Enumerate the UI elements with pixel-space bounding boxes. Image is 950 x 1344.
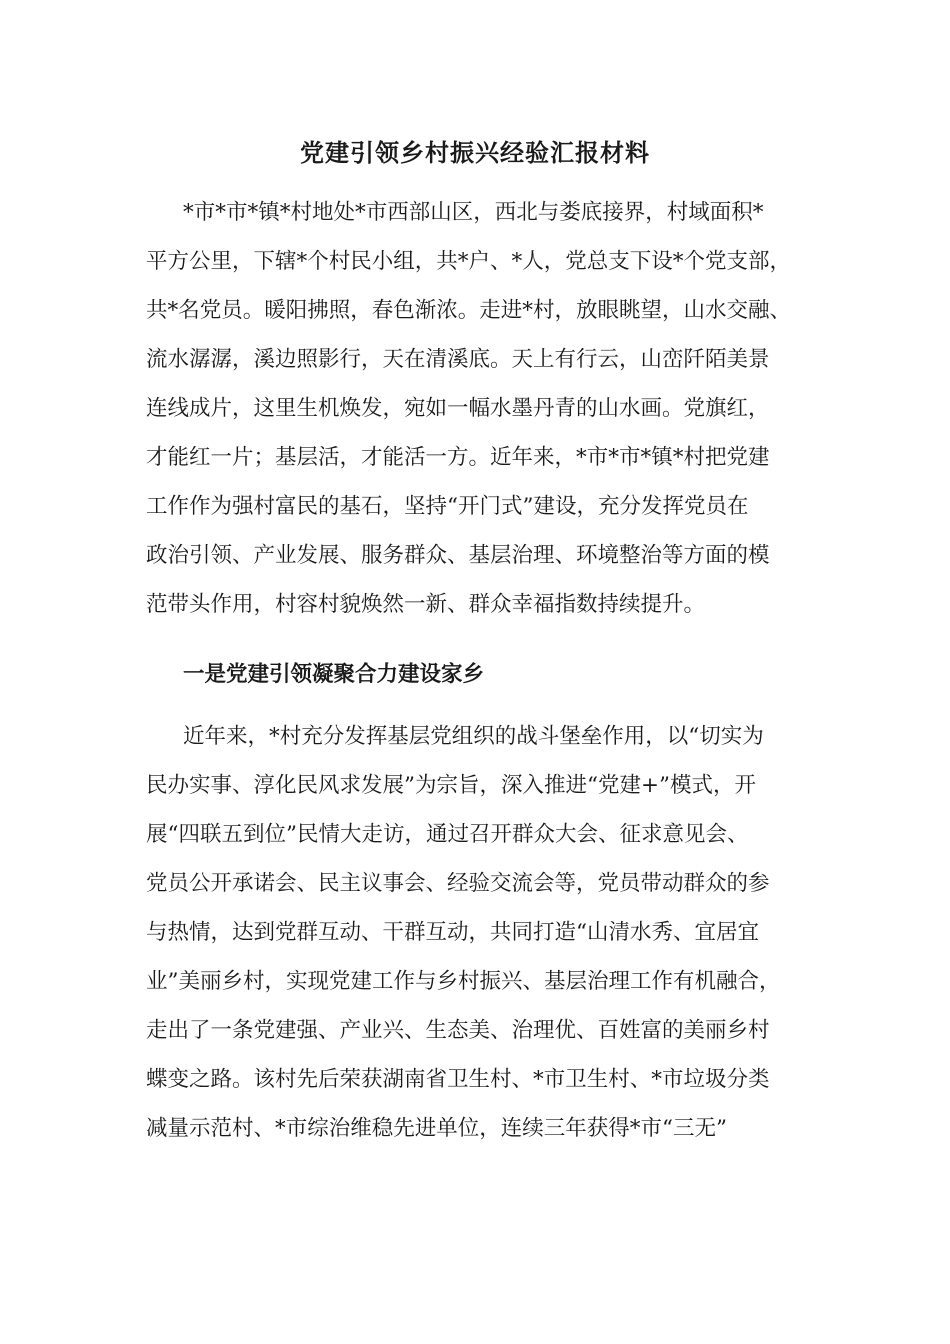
intro-line: 连线成片，这里生机焕发，宛如一幅水墨丹青的山水画。党旗红， xyxy=(146,396,770,421)
section-line: 展“四联五到位”民情大走访，通过召开群众大会、征求意见会、 xyxy=(146,822,749,847)
intro-line: 平方公里，下辖*个村民小组，共*户、*人，党总支下设*个党支部， xyxy=(146,249,792,274)
intro-line: 流水潺潺，溪边照影行，天在清溪底。天上有行云，山峦阡陌美景 xyxy=(146,347,770,372)
section-line: 民办实事、淳化民风求发展”为宗旨，深入推进“党建+”模式，开 xyxy=(146,773,756,798)
section-line: 走出了一条党建强、产业兴、生态美、治理优、百姓富的美丽乡村 xyxy=(146,1018,770,1043)
section-line: 蝶变之路。该村先后荣获湖南省卫生村、*市卫生村、*市垃圾分类 xyxy=(146,1067,770,1092)
section-line: 近年来，*村充分发挥基层党组织的战斗堡垒作用，以“切实为 xyxy=(183,724,764,749)
section-line: 业”美丽乡村，实现党建工作与乡村振兴、基层治理工作有机融合， xyxy=(146,969,781,994)
page-title: 党建引领乡村振兴经验汇报材料 xyxy=(300,138,650,167)
intro-line: 范带头作用，村容村貌焕然一新、群众幸福指数持续提升。 xyxy=(146,592,706,617)
intro-line: 才能红一片；基层活，才能活一方。近年来，*市*市*镇*村把党建 xyxy=(146,445,770,470)
intro-line: *市*市*镇*村地处*市西部山区，西北与娄底接界，村域面积* xyxy=(183,200,764,225)
section-heading: 一是党建引领凝聚合力建设家乡 xyxy=(183,662,485,687)
section-line: 减量示范村、*市综治维稳先进单位，连续三年获得*市“三无” xyxy=(146,1116,727,1141)
section-line: 党员公开承诺会、民主议事会、经验交流会等，党员带动群众的参 xyxy=(146,871,770,896)
section-line: 与热情，达到党群互动、干群互动，共同打造“山清水秀、宜居宜 xyxy=(146,920,759,945)
intro-line: 工作作为强村富民的基石，坚持“开门式”建设，充分发挥党员在 xyxy=(146,494,749,519)
intro-line: 政治引领、产业发展、服务群众、基层治理、环境整治等方面的模 xyxy=(146,543,770,568)
intro-line: 共*名党员。暖阳拂照，春色渐浓。走进*村，放眼眺望，山水交融、 xyxy=(146,298,792,323)
